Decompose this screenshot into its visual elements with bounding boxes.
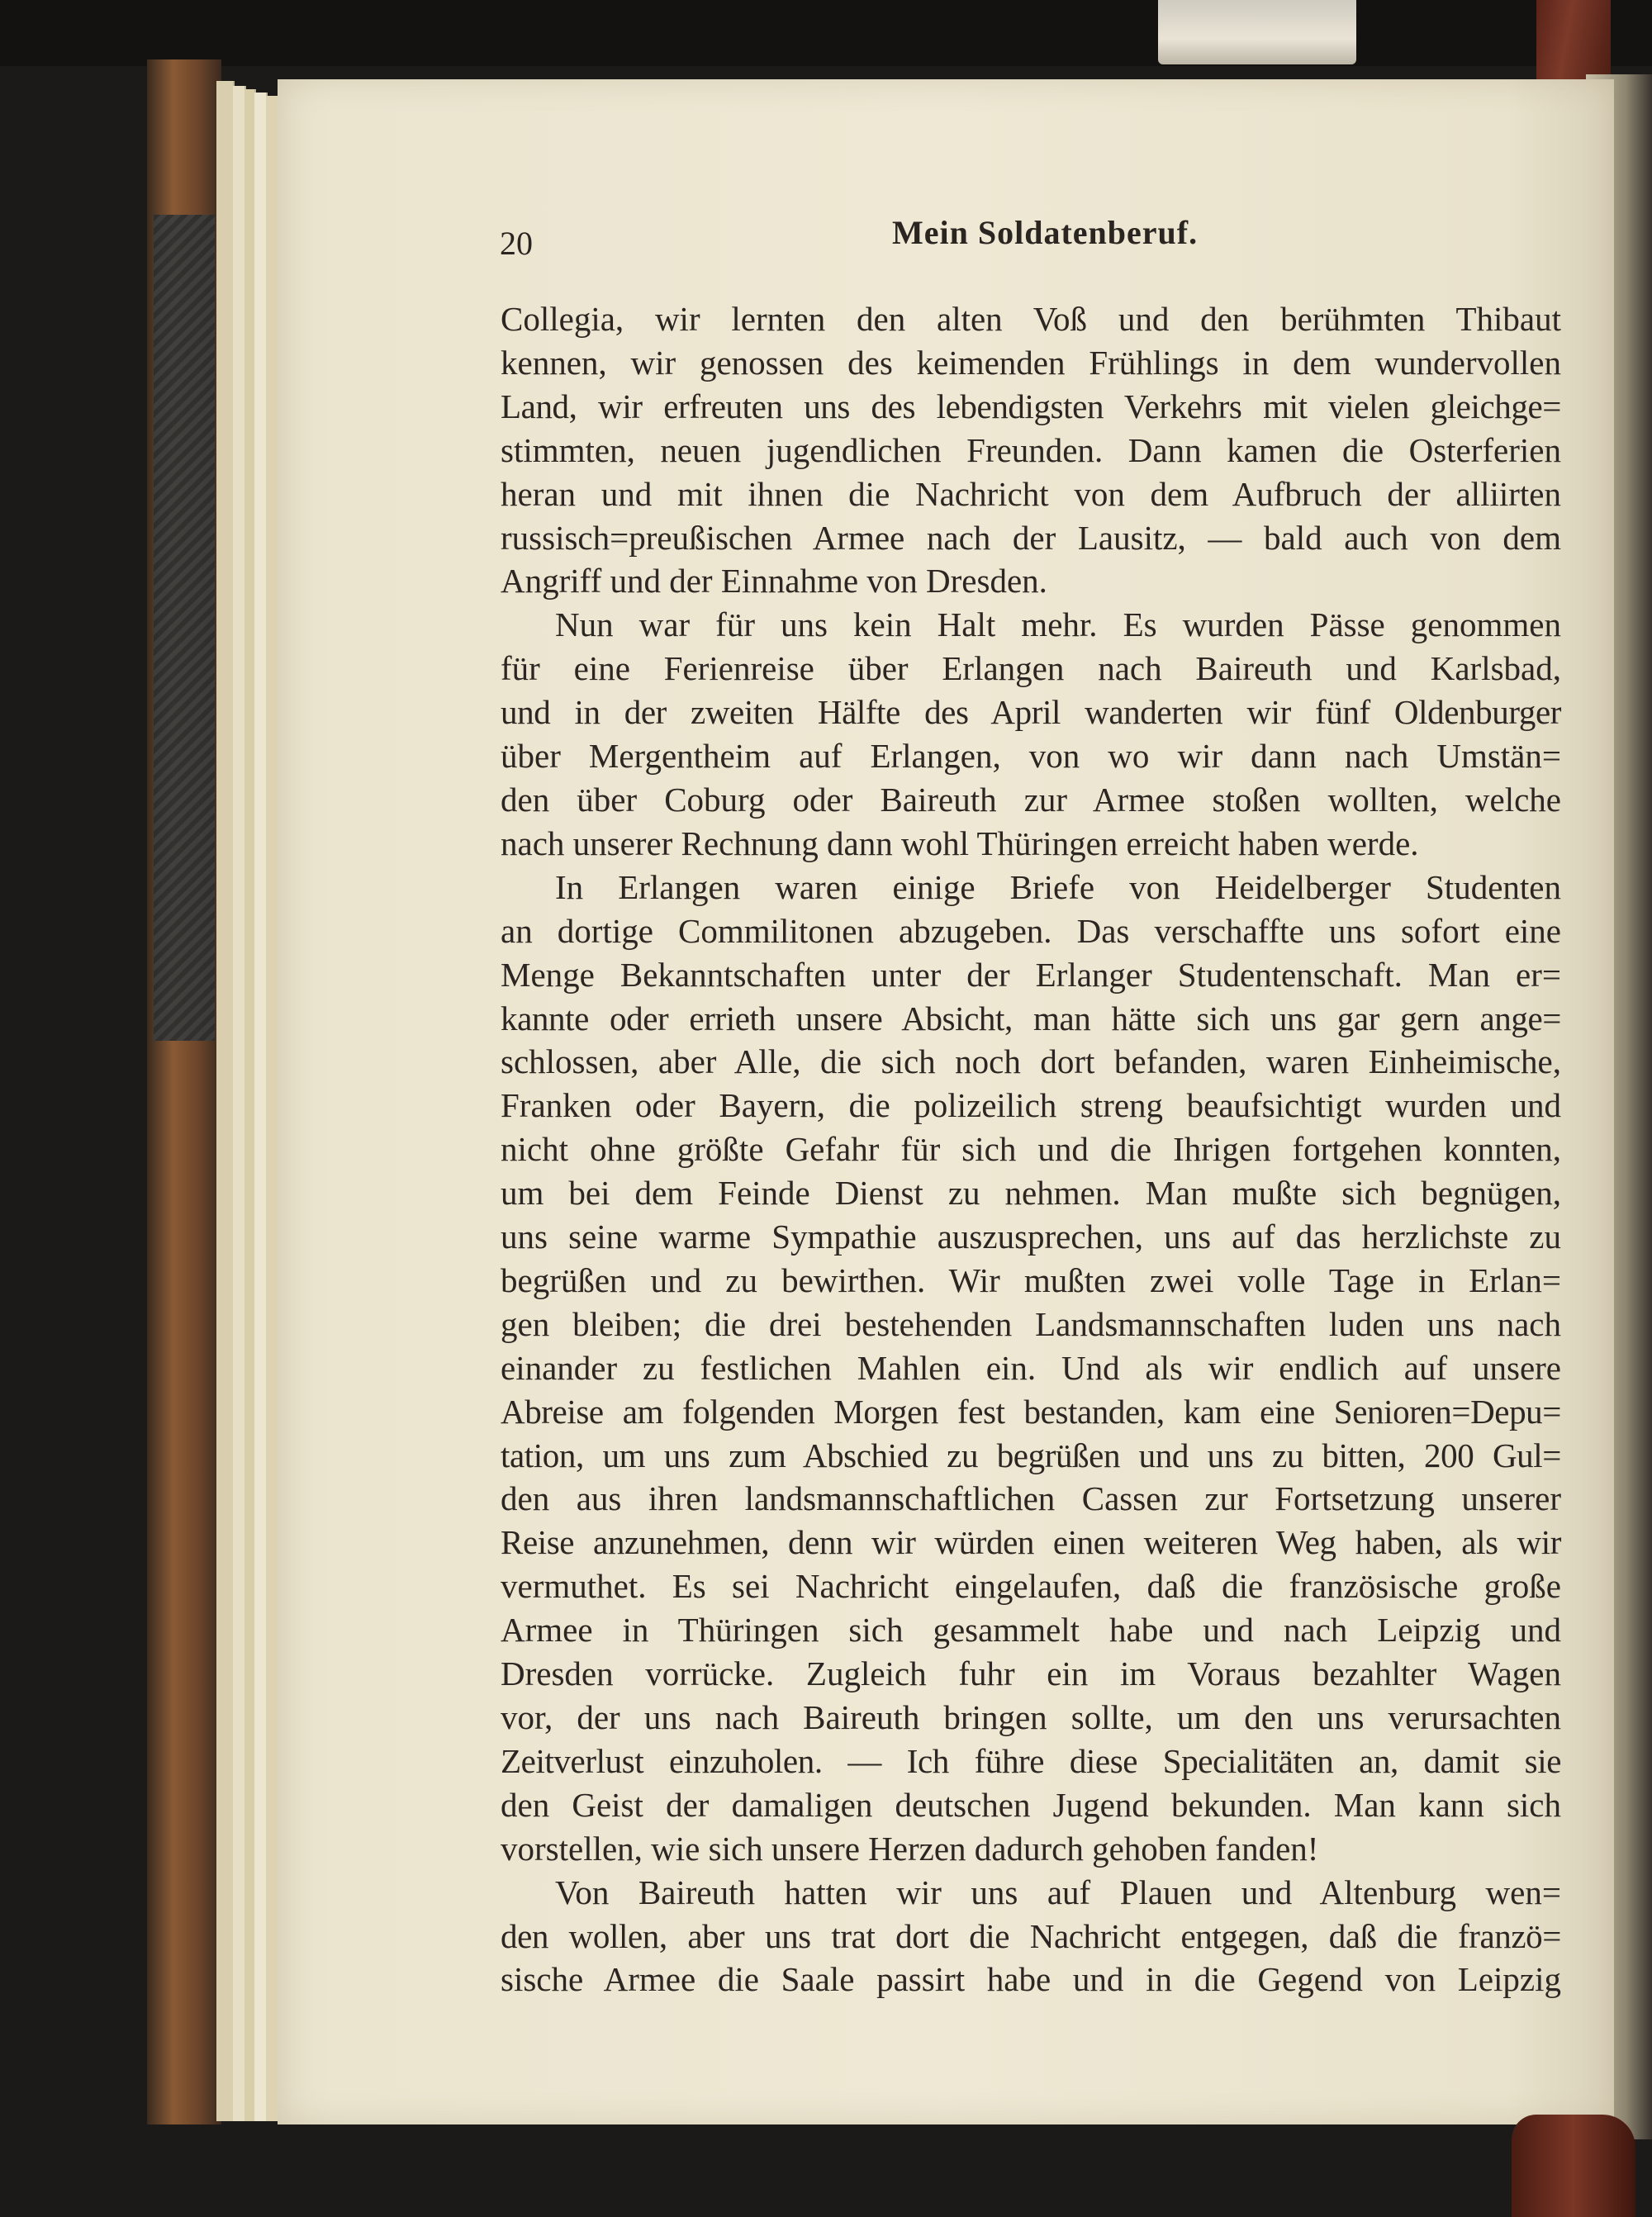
text-line: über Mergentheim auf Erlangen, von wo wir dann nach Umstän= <box>501 737 1561 776</box>
paper-bookmark <box>1158 0 1356 64</box>
text-line: vorstellen, wie sich unsere Herzen dadurch gehoben fanden! <box>501 1829 1319 1868</box>
text-line: für eine Ferienreise über Erlangen nach Baireuth und Karlsbad, <box>501 649 1561 688</box>
text-line: den über Coburg oder Baireuth zur Armee stoßen wollten, welche <box>501 780 1561 819</box>
text-line: vor, der uns nach Baireuth bringen sollte, um den uns verursachten <box>501 1698 1561 1736</box>
text-line: nach unserer Rechnung dann wohl Thüringen erreicht haben werde. <box>501 824 1419 862</box>
text-line: den aus ihren landsmannschaftlichen Cassen zur Fortsetzung unserer <box>501 1479 1561 1518</box>
ribbon-bookmark-bottom <box>1512 2115 1635 2217</box>
text-line: Nun war für uns kein Halt mehr. Es wurden Pässe genommen <box>555 605 1561 644</box>
text-line: russisch=preußischen Armee nach der Lausitz, — bald auch von dem <box>501 518 1561 557</box>
text-line: sische Armee die Saale passirt habe und in die Gegend von Leipzig <box>501 1960 1561 1999</box>
running-head: Mein Soldatenberuf. <box>892 214 1199 251</box>
text-line: Zeitverlust einzuholen. — Ich führe diese Specialitäten an, damit sie <box>501 1741 1561 1780</box>
text-line: kannte oder errieth unsere Absicht, man hätte sich uns gar gern ange= <box>501 999 1561 1037</box>
text-line: schlossen, aber Alle, die sich noch dort befanden, waren Einheimische, <box>501 1042 1561 1081</box>
text-line: Collegia, wir lernten den alten Voß und den berühmten Thibaut <box>501 300 1561 338</box>
page-edge <box>216 81 235 2121</box>
background-shadow <box>0 0 1652 66</box>
text-line: den Geist der damaligen deutschen Jugend bekunden. Man kann sich <box>501 1785 1561 1824</box>
text-line: tation, um uns zum Abschied zu begrüßen und uns zu bitten, 200 Gul= <box>501 1436 1561 1474</box>
page-number: 20 <box>500 225 533 262</box>
text-line: begrüßen und zu bewirthen. Wir mußten zwei volle Tage in Erlan= <box>501 1260 1561 1299</box>
text-line: Menge Bekanntschaften unter der Erlanger Studentenschaft. Man er= <box>501 955 1561 994</box>
text-line: Land, wir erfreuten uns des lebendigsten Verkehrs mit vielen gleichge= <box>501 387 1561 425</box>
text-line: heran und mit ihnen die Nachricht von dem Aufbruch der alliirten <box>501 474 1561 513</box>
text-line: Reise anzunehmen, denn wir würden einen weiteren Weg haben, als wir <box>501 1523 1561 1562</box>
text-line: Angriff und der Einnahme von Dresden. <box>501 562 1047 601</box>
text-line: den wollen, aber uns trat dort die Nachricht entgegen, daß die franzö= <box>501 1916 1561 1955</box>
text-line: In Erlangen waren einige Briefe von Heidelberger Studenten <box>555 867 1561 906</box>
text-line: uns seine warme Sympathie auszusprechen, uns auf das herzlichste zu <box>501 1218 1561 1256</box>
text-line: Von Baireuth hatten wir uns auf Plauen und Altenburg wen= <box>555 1873 1561 1911</box>
text-line: gen bleiben; die drei bestehenden Landsmannschaften luden uns nach <box>501 1304 1561 1343</box>
text-line: nicht ohne größte Gefahr für sich und die Ihrigen fortgehen konnten, <box>501 1130 1561 1169</box>
text-line: vermuthet. Es sei Nachricht eingelaufen, daß die französische große <box>501 1567 1561 1606</box>
text-line: Abreise am folgenden Morgen fest bestanden, kam eine Senioren=Depu= <box>501 1392 1561 1431</box>
text-line: stimmten, neuen jugendlichen Freunden. Dann kamen die Osterferien <box>501 430 1561 469</box>
text-line: Dresden vorrücke. Zugleich fuhr ein im Voraus bezahlter Wagen <box>501 1654 1561 1693</box>
text-line: einander zu festlichen Mahlen ein. Und als wir endlich auf unsere <box>501 1348 1561 1387</box>
text-line: und in der zweiten Hälfte des April wanderten wir fünf Oldenburger <box>501 693 1561 732</box>
text-line: Armee in Thüringen sich gesammelt habe und nach Leipzig und <box>501 1611 1561 1650</box>
body-text <box>501 297 1561 2001</box>
text-line: um bei dem Feinde Dienst zu nehmen. Man mußte sich begnügen, <box>501 1174 1561 1213</box>
text-line: kennen, wir genossen des keimenden Frühlings in dem wundervollen <box>501 343 1561 382</box>
text-line: Franken oder Bayern, die polizeilich streng beaufsichtigt wurden und <box>501 1086 1561 1125</box>
book-cover-cloth <box>154 215 215 1041</box>
text-line: an dortige Commilitonen abzugeben. Das verschaffte uns sofort eine <box>501 911 1561 950</box>
